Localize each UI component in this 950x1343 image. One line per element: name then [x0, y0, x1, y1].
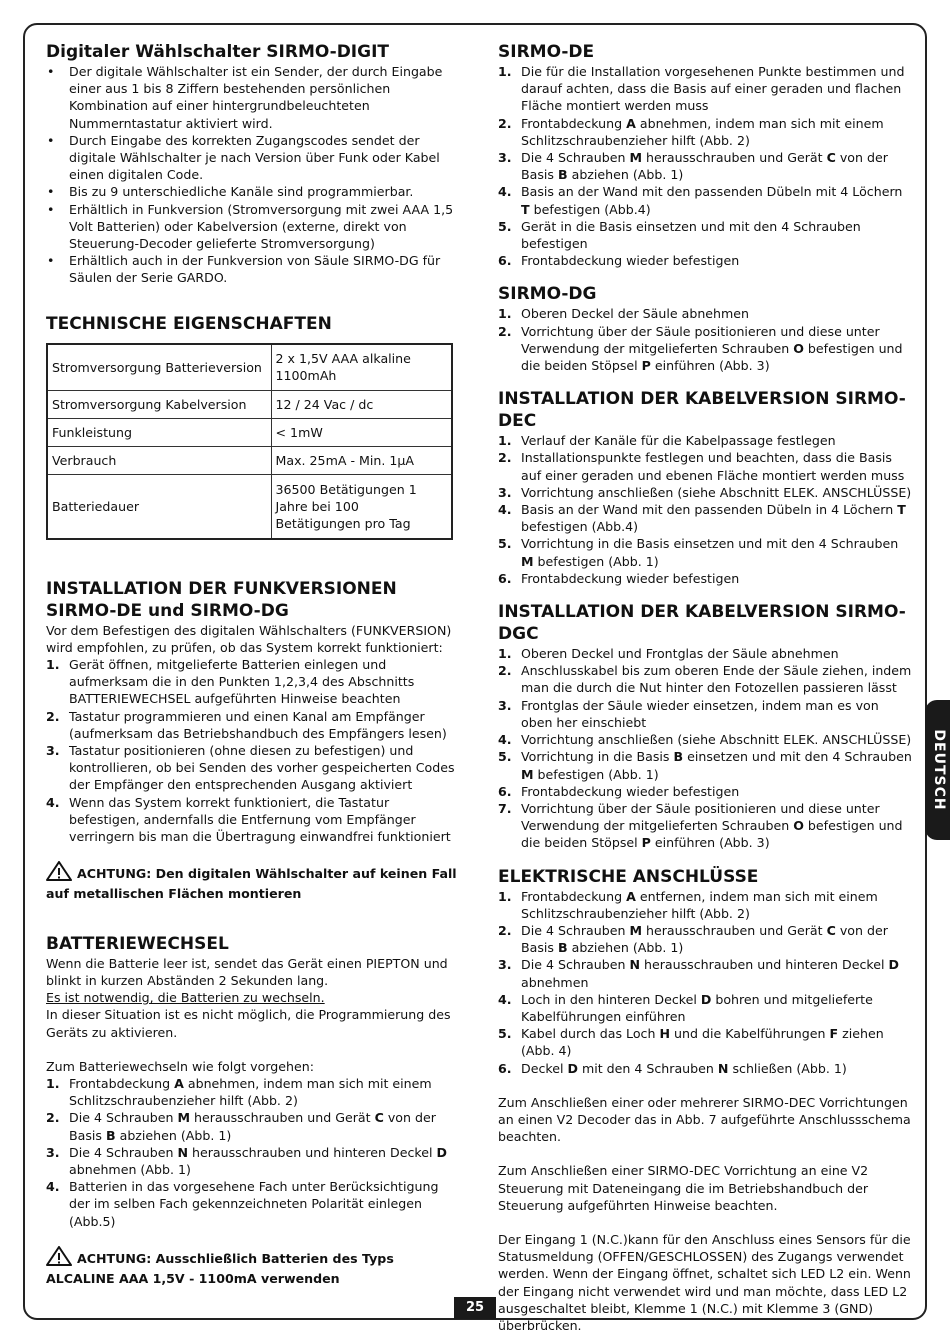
language-tab [925, 700, 950, 840]
list-item: 6. Deckel D mit den 4 Schrauben N schließen (Abb. 1) [498, 1060, 847, 1076]
list-item: 2. Die 4 Schrauben M herausschrauben und Gerät C von der Basis B abziehen (Abb. 1) [498, 922, 888, 956]
list-item: 3. Die 4 Schrauben N herausschrauben und hinteren Deckel D abnehmen [498, 957, 899, 990]
section-sirmo-dg [498, 283, 913, 374]
section-technische-eigenschaften [46, 313, 458, 540]
list-item: • Erhältlich auch in der Funkversion von Säule SIRMO-DG für Säulen der Serie GARDO. [46, 252, 458, 286]
list-item: 1. Frontabdeckung A abnehmen, indem man sich mit einem Schlitzschraubenzieher hilft (Abb. 2) [46, 1075, 432, 1109]
paragraph: Der Eingang 1 (N.C.)kann für den Anschluss eines Sensors für die Statusmeldung (OFFEN/GESCHLOSSEN) des Zugangs verwendet werden. Wenn der Eingang öffnet, schaltet sich LED L2 ein. Wenn der Eingang nicht verwendet wird und man möchte, dass LED L2 ausgeschaltet bleibt, Klemme 1 (N.C.) mit Klemme 3 (GND) überbrücken. [498, 1231, 911, 1333]
list-item: 2. Installationspunkte festlegen und beachten, dass die Basis auf einer geraden und ebenen Fläche montiert werden muss [498, 450, 905, 483]
table-cell-value: 12 / 24 Vac / dc [271, 391, 452, 419]
list-item: 3. Tastatur positionieren (ohne diesen zu befestigen) und kontrollieren, ob bei Senden des vorher gespeicherten Codes der Empfänger den entsprechenden Ausgang aktiviert [46, 743, 455, 793]
steps-list [498, 432, 913, 587]
section-title: TECHNISCHE EIGENSCHAFTEN [46, 313, 332, 334]
section-elektrische-anschluesse [498, 866, 913, 1335]
warning-note: ACHTUNG: Den digitalen Wählschalter auf keinen Fall auf metallischen Flächen montieren [46, 861, 458, 902]
section-title: INSTALLATION DER KABELVERSION SIRMO-DGC [498, 602, 906, 645]
table-cell-key: Funkleistung [47, 419, 271, 447]
list-item: 4. Basis an der Wand mit den passenden Dübeln in 4 Löchern T befestigen (Abb.4) [498, 502, 906, 535]
steps-list [46, 1075, 458, 1230]
feature-list [46, 63, 458, 287]
section-batteriewechsel [46, 933, 458, 1287]
paragraph: Zum Batteriewechseln wie folgt vorgehen: [46, 1058, 314, 1074]
warning-note: ACHTUNG: Ausschließlich Batterien des Typs ALCALINE AAA 1,5V - 1100mA verwenden [46, 1246, 458, 1287]
warning-icon [46, 861, 72, 885]
list-item: 1. Verlauf der Kanäle für die Kabelpassage festlegen [498, 433, 836, 449]
paragraph: Wenn die Batterie leer ist, sendet das Gerät einen PIEPTON und blinkt in kurzen Abständen 2 Sekunden lang. [46, 955, 448, 988]
table-cell-key: Verbrauch [47, 447, 271, 475]
spec-table [46, 343, 453, 540]
list-item: 3. Die 4 Schrauben M herausschrauben und Gerät C von der Basis B abziehen (Abb. 1) [498, 150, 888, 183]
list-item: 4. Basis an der Wand mit den passenden Dübeln mit 4 Löchern T befestigen (Abb.4) [498, 184, 903, 217]
table-cell-key: Batteriedauer [47, 475, 271, 539]
table-row [47, 419, 452, 447]
section-title: SIRMO-DG [498, 284, 597, 305]
list-item: 1. Die für die Installation vorgesehenen Punkte bestimmen und darauf achten, dass die Basis auf einer geraden und flachen Fläche montiert werden muss [498, 64, 905, 114]
list-item: 5. Vorrichtung in die Basis einsetzen und mit den 4 Schrauben M befestigen (Abb. 1) [498, 536, 899, 569]
list-item: 2. Die 4 Schrauben M herausschrauben und Gerät C von der Basis B abziehen (Abb. 1) [46, 1110, 436, 1143]
list-item: 1. Frontabdeckung A entfernen, indem man sich mit einem Schlitzschraubenzieher hilft (Abb. 2) [498, 888, 878, 921]
paragraph: Zum Anschließen einer oder mehrerer SIRMO-DEC Vorrichtungen an einen V2 Decoder das in Abb. 7 aufgeführte Anschlussschema beachten. [498, 1094, 911, 1145]
section-title: INSTALLATION DER KABELVERSION SIRMO-DEC [498, 389, 906, 432]
table-cell-value: Max. 25mA - Min. 1µA [271, 447, 452, 475]
list-item: 3. Frontglas der Säule wieder einsetzen, indem man es von oben her einschiebt [498, 697, 879, 730]
list-item: 5. Gerät in die Basis einsetzen und mit den 4 Schrauben befestigen [498, 218, 861, 252]
steps-list [498, 63, 913, 269]
intro-text: Vor dem Befestigen des digitalen Wählschalters (FUNKVERSION) wird empfohlen, zu prüfen, ob das System korrekt funktioniert: [46, 622, 452, 655]
list-item: 5. Kabel durch das Loch H und die Kabelführungen F ziehen (Abb. 4) [498, 1026, 884, 1059]
section-installation-sirmo-dec [498, 388, 913, 587]
list-item: 3. Vorrichtung anschließen (siehe Abschnitt ELEK. ANSCHLÜSSE) [498, 484, 912, 500]
section-sirmo-de [498, 41, 913, 269]
section-title: INSTALLATION DER FUNKVERSIONEN SIRMO-DE und SIRMO-DG [46, 578, 397, 621]
list-item: • Durch Eingabe des korrekten Zugangscodes sendet der digitale Wählschalter je nach Version über Funk oder Kabel einen digitalen Code. [46, 132, 458, 184]
list-item: • Erhältlich in Funkversion (Stromversorgung mit zwei AAA 1,5 Volt Batterien) oder Kabelversion (externe, direkt von Steuerung-Decoder gelieferte Stromversorgung) [46, 201, 458, 253]
list-item: 4. Batterien in das vorgesehene Fach unter Berücksichtigung der im selben Fach gekennzeichneten Polarität einlegen (Abb.5) [46, 1179, 439, 1229]
steps-list [498, 305, 913, 374]
section-title: SIRMO-DE [498, 42, 595, 62]
steps-list [498, 888, 913, 1077]
list-item: 4. Vorrichtung anschließen (siehe Abschnitt ELEK. ANSCHLÜSSE) [498, 732, 912, 748]
list-item: 6. Frontabdeckung wieder befestigen [498, 570, 740, 586]
paragraph-underlined: Es ist notwendig, die Batterien zu wechseln. [46, 990, 325, 1006]
table-cell-key: Stromversorgung Kabelversion [47, 391, 271, 419]
table-cell-value: < 1mW [271, 419, 452, 447]
list-item: • Bis zu 9 unterschiedliche Kanäle sind programmierbar. [46, 183, 458, 200]
list-item: 2. Tastatur programmieren und einen Kanal am Empfänger (aufmerksam das Betriebshandbuch des Empfängers lesen) [46, 708, 447, 741]
list-item: 2. Frontabdeckung A abnehmen, indem man sich mit einem Schlitzschraubenzieher hilft (Abb. 2) [498, 115, 884, 148]
page-number: 25 [454, 1297, 496, 1319]
list-item: 1. Gerät öffnen, mitgelieferte Batterien einlegen und aufmerksam die in den Punkten 1,2,3,4 des Abschnitts BATTERIEWECHSEL aufgeführten Hinweise beachten [46, 657, 415, 707]
left-column [46, 41, 458, 1287]
list-item: 6. Frontabdeckung wieder befestigen [498, 253, 740, 269]
section-installation-funkversionen [46, 578, 458, 903]
table-cell-value: 36500 Betätigungen 1 Jahre bei 100 Betätigungen pro Tag [271, 475, 452, 539]
list-item: 5. Vorrichtung in die Basis B einsetzen und mit den 4 Schrauben M befestigen (Abb. 1) [498, 749, 912, 782]
section-sirmo-digit [46, 41, 458, 287]
list-item: 2. Vorrichtung über der Säule positionieren und diese unter Verwendung der mitgelieferten Schrauben O befestigen und die beiden Stöpsel P einführen (Abb. 3) [498, 323, 903, 374]
table-cell-key: Stromversorgung Batterieversion [47, 344, 271, 391]
steps-list [498, 645, 913, 851]
steps-list [46, 656, 458, 845]
list-item: 1. Oberen Deckel und Frontglas der Säule abnehmen [498, 646, 839, 662]
section-title: ELEKTRISCHE ANSCHLÜSSE [498, 866, 759, 887]
warning-icon [46, 1246, 72, 1270]
list-item: 1. Oberen Deckel der Säule abnehmen [498, 306, 750, 322]
list-item: 7. Vorrichtung über der Säule positionieren und diese unter Verwendung der mitgelieferten Schrauben O befestigen und die beiden Stöpsel P einführen (Abb. 3) [498, 800, 903, 851]
right-column [498, 41, 913, 1334]
section-installation-sirmo-dgc [498, 601, 913, 851]
table-row [47, 475, 452, 539]
list-item: 4. Wenn das System korrekt funktioniert, die Tastatur befestigen, andernfalls die Entfernung vom Empfänger verringern bis man die Übertragung einwandfrei funktioniert [46, 794, 451, 845]
table-row [47, 447, 452, 475]
table-row [47, 391, 452, 419]
section-title: Digitaler Wählschalter SIRMO-DIGIT [46, 42, 390, 62]
language-tab-label: DEUTSCH [930, 729, 947, 811]
paragraph: Zum Anschließen einer SIRMO-DEC Vorrichtung an eine V2 Steuerung mit Dateneingang die im Betriebshandbuch der Steuerung aufgeführten Hinweise beachten. [498, 1163, 869, 1213]
list-item: 3. Die 4 Schrauben N herausschrauben und hinteren Deckel D abnehmen (Abb. 1) [46, 1144, 447, 1177]
list-item: 6. Frontabdeckung wieder befestigen [498, 783, 740, 799]
section-title: BATTERIEWECHSEL [46, 933, 229, 954]
table-row [47, 344, 452, 391]
list-item: • Der digitale Wählschalter ist ein Sender, der durch Eingabe einer aus 1 bis 8 Ziffern bestehenden persönlichen Kombination auf einer hintergrundbeleuchteten Nummerntastatur aktiviert wird. [46, 63, 458, 132]
list-item: 2. Anschlusskabel bis zum oberen Ende der Säule ziehen, indem man die durch die Nut hinter den Fotozellen passieren lässt [498, 663, 912, 696]
list-item: 4. Loch in den hinteren Deckel D bohren und mitgelieferte Kabelführungen einführen [498, 991, 873, 1024]
table-cell-value: 2 x 1,5V AAA alkaline 1100mAh [271, 344, 452, 391]
paragraph: In dieser Situation ist es nicht möglich, die Programmierung des Geräts zu aktivieren. [46, 1007, 451, 1040]
